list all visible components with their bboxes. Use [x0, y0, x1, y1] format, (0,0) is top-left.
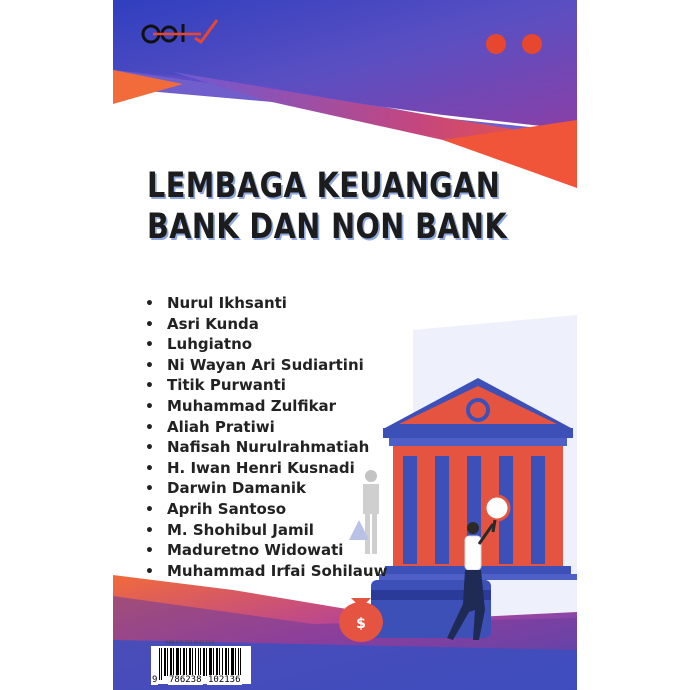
- author-item: • Aprih Santoso: [145, 500, 387, 521]
- author-item: • Maduretno Widowati: [145, 541, 387, 562]
- author-item: • H. Iwan Henri Kusnadi: [145, 459, 387, 480]
- author-item: • Luhgiatno: [145, 335, 387, 356]
- author-item: • Muhammad Zulfikar: [145, 397, 387, 418]
- barcode-digits-right: 102136: [208, 675, 241, 685]
- title-line-1: LEMBAGA KEUANGAN: [147, 166, 501, 206]
- svg-text:$: $: [356, 616, 366, 632]
- decorative-dot-2: [522, 34, 542, 54]
- author-item: • Ni Wayan Ari Sudiartini: [145, 356, 387, 377]
- author-item: • Asri Kunda: [145, 315, 387, 336]
- author-item: • Darwin Damanik: [145, 479, 387, 500]
- author-item: • Titik Purwanti: [145, 376, 387, 397]
- author-item: • M. Shohibul Jamil: [145, 521, 387, 542]
- author-list: [145, 294, 387, 582]
- barcode-digits-left: 786238: [169, 675, 202, 685]
- barcode-digit-first: 9: [152, 675, 158, 685]
- author-item: • Nafisah Nurulrahmatiah: [145, 438, 387, 459]
- publisher-logo-icon: [141, 16, 221, 46]
- author-item: • Muhammad Irfai Sohilauw: [145, 562, 387, 583]
- book-title: [147, 166, 507, 248]
- isbn-label: ISBN 978-623-8102-13-6: [165, 640, 215, 645]
- author-item: • Nurul Ikhsanti: [145, 294, 387, 315]
- author-item: • Aliah Pratiwi: [145, 418, 387, 439]
- title-line-2: BANK DAN NON BANK: [147, 207, 508, 247]
- decorative-dot-1: [486, 34, 506, 54]
- book-cover: [113, 0, 577, 690]
